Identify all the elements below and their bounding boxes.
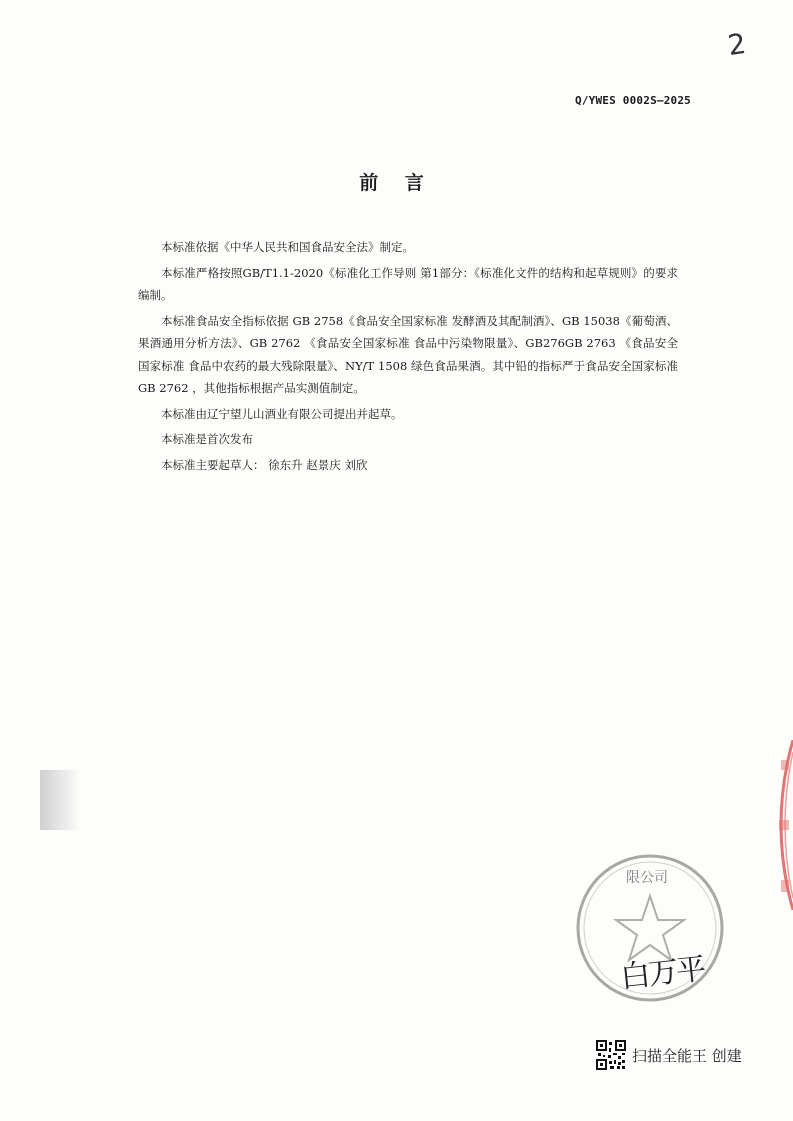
paragraph-format: 本标准严格按照GB/T1.1-2020《标准化工作导则 第1部分：《标准化文件的结构和起草规则》的要求编制。: [138, 265, 678, 302]
scan-artifact: [40, 770, 80, 830]
handwritten-signature: 白万平: [618, 951, 706, 996]
watermark-text: 扫描全能王 创建: [632, 1046, 742, 1065]
partial-red-seal: [767, 740, 793, 910]
document-body: [138, 236, 678, 479]
seal-text: 限公司: [626, 870, 668, 886]
standard-code: Q/YWES 0002S—2025: [575, 94, 691, 107]
paragraph-drafter-org: 本标准由辽宁望儿山酒业有限公司提出并起草。: [161, 406, 403, 421]
paragraph-basis: 本标准依据《中华人民共和国食品安全法》制定。: [161, 240, 414, 254]
page-title: 前 言: [359, 172, 434, 194]
paragraph-drafters: 本标准主要起草人： 徐东升 赵景庆 刘欣: [161, 457, 368, 472]
paragraph-first-release: 本标准是首次发布: [161, 432, 253, 446]
scanner-watermark: [596, 1040, 742, 1070]
paragraph-indicators: 本标准食品安全指标依据 GB 2758《食品安全国家标准 发酵酒及其配制酒》、GB 15038《葡萄酒、果酒通用分析方法》、GB 2762 《食品安全国家标准 食品中污染物限量》、GB276GB 2763 《食品安全国家标准 食品中农药的最大残除限量》、NY/T 1508 绿色食品果酒。其中铅的指标严于食品安全国家标准 GB 2762 ，其他指标根据产品实测值制定。: [138, 313, 678, 395]
page-number: 2: [725, 26, 749, 63]
qr-code-icon: [596, 1040, 626, 1070]
